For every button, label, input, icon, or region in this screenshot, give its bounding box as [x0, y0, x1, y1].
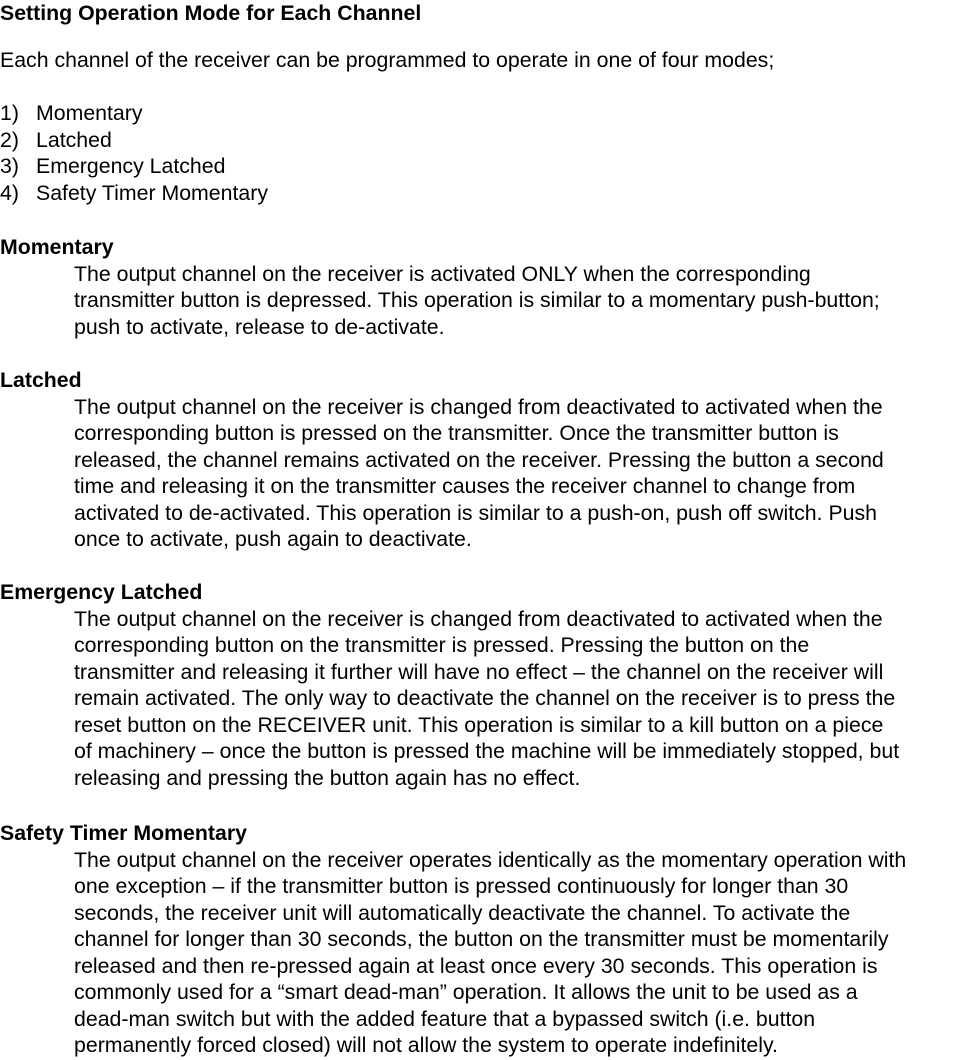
page-title: Setting Operation Mode for Each Channel [0, 1, 422, 25]
intro-paragraph: Each channel of the receiver can be programmed to operate in one of four modes; [0, 48, 775, 72]
section-heading: Safety Timer Momentary [0, 821, 247, 845]
section-body [74, 394, 971, 553]
text-line: activated to de-activated. This operation is similar to a push-on, push off switch. Push [74, 500, 878, 525]
text-line: reset button on the RECEIVER unit. This operation is similar to a kill button on a piece [74, 712, 884, 737]
section-body [74, 261, 971, 341]
text-line: releasing and pressing the button again has no effect. [74, 765, 581, 790]
section-latched [0, 367, 971, 553]
section-body [74, 606, 971, 792]
text-line: of machinery – once the button is pressed the machine will be immediately stopped, but [74, 739, 900, 763]
mode-list [0, 100, 268, 206]
section-heading: Emergency Latched [0, 580, 203, 604]
text-line: The output channel on the receiver is activated ONLY when the corresponding [74, 261, 811, 286]
text-line: The output channel on the receiver is changed from deactivated to activated when the [74, 606, 883, 631]
text-line: corresponding button on the transmitter is pressed. Pressing the button on the [74, 633, 810, 657]
text-line: commonly used for a “smart dead-man” operation. It allows the unit to be used as a [74, 980, 858, 1004]
text-line: permanently forced closed) will not allow the system to operate indefinitely. [74, 1033, 778, 1057]
section-heading: Latched [0, 368, 82, 392]
text-line: dead-man switch but with the added feature that a bypassed switch (i.e. button [74, 1006, 816, 1031]
text-line: The output channel on the receiver is changed from deactivated to activated when the [74, 394, 883, 419]
list-number: 3) [0, 154, 19, 178]
text-line: transmitter and releasing it further will have no effect – the channel on the receiver will [74, 659, 884, 684]
section-momentary [0, 234, 971, 340]
text-line: once to activate, push again to deactivate. [74, 527, 472, 551]
list-item [0, 180, 268, 207]
list-label: Latched [36, 127, 112, 152]
list-label: Safety Timer Momentary [36, 180, 268, 205]
text-line: The output channel on the receiver operates identically as the momentary operation with [74, 847, 907, 872]
text-line: push to activate, release to de-activate. [74, 314, 445, 339]
list-number: 2) [0, 127, 19, 152]
text-line: transmitter button is depressed. This operation is similar to a momentary push-button; [74, 288, 880, 312]
section-heading: Momentary [0, 235, 114, 259]
list-number: 4) [0, 180, 19, 205]
list-item [0, 153, 268, 180]
text-line: released, the channel remains activated on the receiver. Pressing the button a second [74, 447, 884, 472]
text-line: remain activated. The only way to deactivate the channel on the receiver is to press the [74, 686, 896, 710]
section-body [74, 847, 971, 1059]
text-line: seconds, the receiver unit will automatically deactivate the channel. To activate the [74, 900, 851, 925]
list-number: 1) [0, 101, 19, 125]
list-label: Emergency Latched [36, 154, 226, 178]
text-line: one exception – if the transmitter button is pressed continuously for longer than 30 [74, 874, 849, 898]
section-emergency-latched [0, 579, 971, 791]
section-safety-timer-momentary [0, 820, 971, 1059]
text-line: released and then re-pressed again at least once every 30 seconds. This operation is [74, 953, 878, 978]
text-line: channel for longer than 30 seconds, the button on the transmitter must be momentarily [74, 927, 889, 951]
list-item [0, 100, 268, 127]
list-item [0, 127, 268, 154]
text-line: corresponding button is pressed on the transmitter. Once the transmitter button is [74, 421, 839, 445]
text-line: time and releasing it on the transmitter causes the receiver channel to change from [74, 474, 856, 498]
list-label: Momentary [36, 101, 143, 125]
